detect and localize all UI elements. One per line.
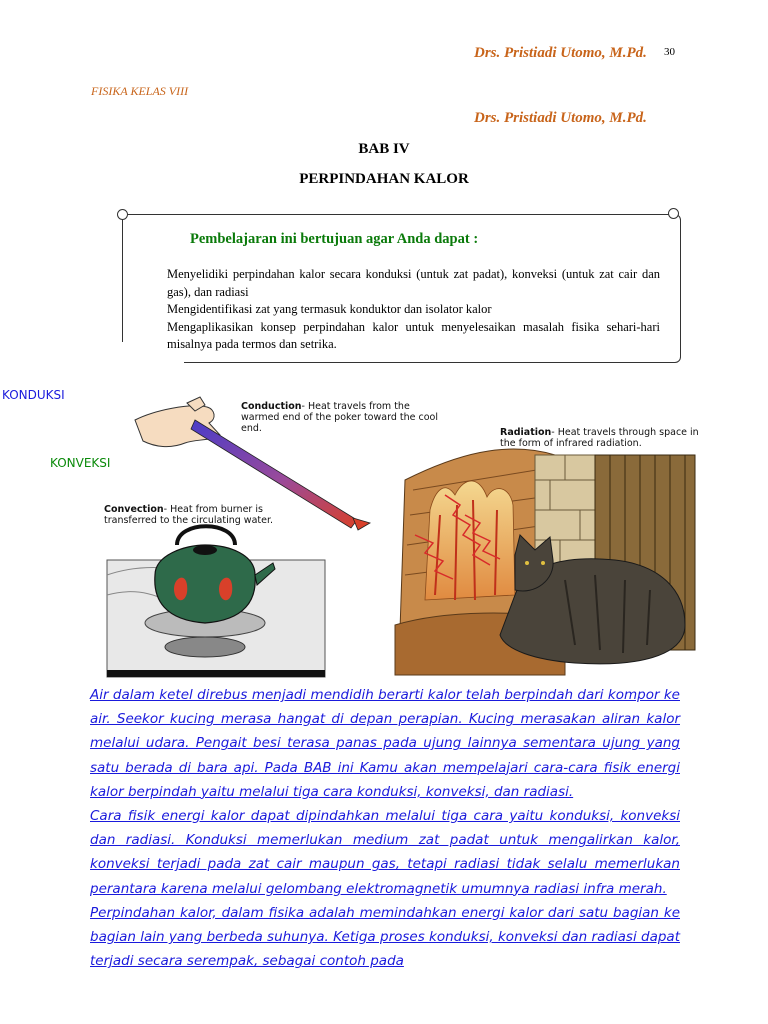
chapter-number: BAB IV — [358, 141, 410, 157]
conduction-text: - Heat travels from the warmed end of the poker toward the cool end. — [241, 401, 438, 434]
radiation-term: Radiation — [500, 427, 552, 438]
author-top: Drs. Pristiadi Utomo, M.Pd. — [474, 45, 647, 61]
body-text — [90, 683, 680, 973]
body-paragraph: Perpindahan kalor, dalam fisika adalah memindahkan energi kalor dari satu bagian ke bagian lain yang berbeda suhunya. Ketiga proses konduksi, konveksi dan radiasi dapat terjadi secara serempak, sebagai contoh pada — [90, 904, 680, 970]
konduksi-label: KONDUKSI — [2, 388, 65, 402]
objective-item: Mengidentifikasi zat yang termasuk konduktor dan isolator kalor — [167, 302, 492, 316]
page-number: 30 — [664, 46, 675, 58]
radiation-caption — [500, 427, 705, 449]
objectives-list — [167, 266, 660, 354]
convection-text: - Heat from burner is transferred to the circulating water. — [104, 504, 274, 526]
body-paragraph: Cara fisik energi kalor dapat dipindahkan melalui tiga cara yaitu konduksi, konveksi dan radiasi. Konduksi memerlukan medium zat padat untuk mengalirkan kalor, konveksi terjadi pada zat cair maupun gas, tetapi radiasi tidak selalu memerlukan perantara karena melalui gelombang elektromagnetik umumnya radiasi infra merah. — [90, 808, 680, 897]
author-second: Drs. Pristiadi Utomo, M.Pd. — [474, 110, 647, 126]
objective-item: Mengaplikasikan konsep perpindahan kalor untuk menyelesaikan masalah fisika sehari-hari misalnya pada termos dan setrika. — [167, 319, 660, 351]
subject-label: FISIKA KELAS VIII — [91, 84, 189, 98]
conduction-term: Conduction — [241, 401, 302, 412]
scroll-curl-left — [117, 209, 128, 220]
scroll-curl-right — [668, 208, 679, 219]
objective-item: Menyelidiki perpindahan kalor secara konduksi (untuk zat padat), konveksi (untuk zat cair dan gas), dan radiasi — [167, 267, 660, 299]
konveksi-label: KONVEKSI — [50, 456, 111, 470]
convection-term: Convection — [104, 504, 164, 515]
radiation-text: - Heat travels through space in the form of infrared radiation. — [500, 427, 699, 449]
chapter-title: PERPINDAHAN KALOR — [299, 171, 469, 187]
conduction-caption — [241, 401, 441, 434]
body-paragraph: Air dalam ketel direbus menjadi mendidih berarti kalor telah berpindah dari kompor ke air. Seekor kucing merasa hangat di depan perapian. Kucing merasakan aliran kalor melalui udara. Pengait besi terasa panas pada ujung lainnya sementara ujung yang satu berada di bara api. Pada BAB ini Kamu akan mempelajari cara-cara fisik energi kalor berpindah yaitu melalui tiga cara konduksi, konveksi, dan radiasi. — [90, 687, 680, 800]
objectives-title: Pembelajaran ini bertujuan agar Anda dapat : — [190, 231, 479, 247]
convection-caption — [104, 504, 279, 526]
